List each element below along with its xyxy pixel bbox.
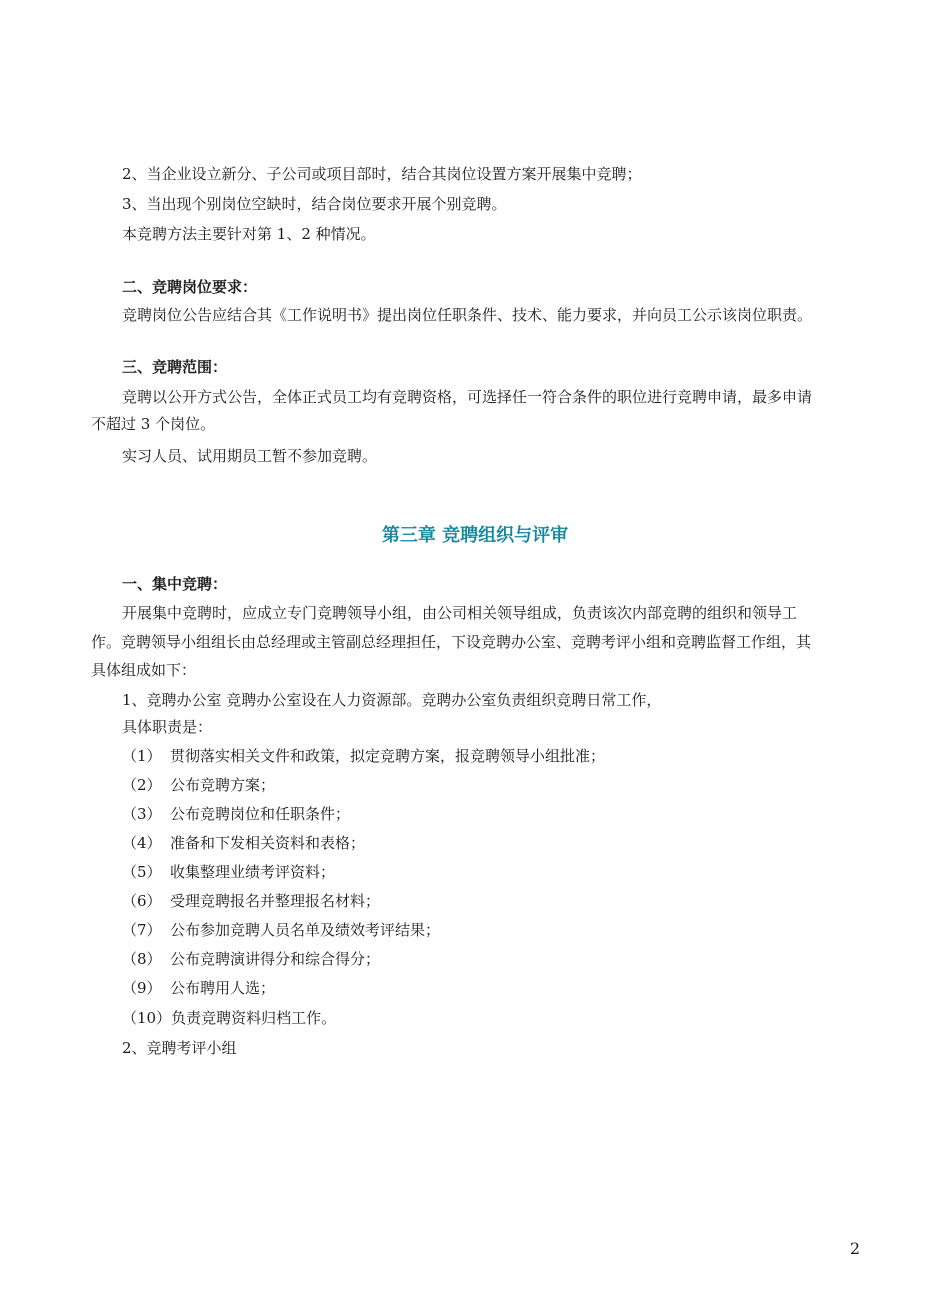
paragraph-centralized-line1: 开展集中竞聘时，应成立专门竞聘领导小组，由公司相关领导组成，负责该次内部竞聘的组织和领导工 xyxy=(122,604,798,622)
list-item-text: 公布竞聘演讲得分和综合得分； xyxy=(170,950,381,968)
list-item xyxy=(122,746,605,766)
paragraph-item-2: 2、当企业设立新分、子公司或项目部时，结合其岗位设置方案开展集中竞聘； xyxy=(122,165,642,183)
list-item-number: （9） xyxy=(122,979,162,997)
list-item-number: （7） xyxy=(122,921,162,939)
list-item-text: 公布竞聘方案； xyxy=(170,776,276,794)
list-item xyxy=(122,978,275,998)
list-item-number: （1） xyxy=(122,747,162,765)
chapter-title: 第三章 竞聘组织与评审 xyxy=(381,525,569,546)
list-item-text: 公布竞聘岗位和任职条件； xyxy=(170,805,351,823)
list-item-text: 公布参加竞聘人员名单及绩效考评结果； xyxy=(170,921,441,939)
office-line: 1、竞聘办公室 竞聘办公室设在人力资源部。竞聘办公室负责组织竞聘日常工作， xyxy=(122,691,662,709)
section-heading-requirements: 二、竞聘岗位要求： xyxy=(122,278,258,296)
list-item-text: 受理竞聘报名并整理报名材料； xyxy=(170,892,381,910)
list-item-text: 贯彻落实相关文件和政策，拟定竞聘方案，报竞聘领导小组批准； xyxy=(170,747,606,765)
paragraph-item-3: 3、当出现个别岗位空缺时，结合岗位要求开展个别竞聘。 xyxy=(122,195,507,213)
page-number: 2 xyxy=(849,1239,860,1258)
list-item xyxy=(122,833,365,853)
list-item xyxy=(122,775,275,795)
list-item-number: （8） xyxy=(122,950,162,968)
list-item-number: （5） xyxy=(122,863,162,881)
duties-intro: 具体职责是： xyxy=(122,718,213,736)
list-item xyxy=(122,1008,336,1028)
list-item-text: 收集整理业绩考评资料； xyxy=(170,863,336,881)
list-item xyxy=(122,891,380,911)
list-item xyxy=(122,949,380,969)
committee-line: 2、竞聘考评小组 xyxy=(122,1039,237,1057)
list-item-number: （3） xyxy=(122,805,162,823)
paragraph-requirements: 竞聘岗位公告应结合其《工作说明书》提出岗位任职条件、技术、能力要求，并向员工公示该岗位职责。 xyxy=(122,306,813,324)
list-item-number: （10） xyxy=(122,1009,172,1027)
list-item-number: （6） xyxy=(122,892,162,910)
section-heading-scope: 三、竞聘范围： xyxy=(122,358,228,376)
list-item-number: （2） xyxy=(122,776,162,794)
paragraph-scope-line1: 竞聘以公开方式公告，全体正式员工均有竞聘资格，可选择任一符合条件的职位进行竞聘申请，最多申请 xyxy=(122,388,813,406)
list-item-text: 公布聘用人选； xyxy=(170,979,276,997)
list-item xyxy=(122,804,350,824)
paragraph-centralized-line3: 具体组成如下： xyxy=(91,661,197,679)
list-item-text: 负责竞聘资料归档工作。 xyxy=(171,1009,337,1027)
paragraph-scope-note: 实习人员、试用期员工暂不参加竞聘。 xyxy=(122,447,378,465)
list-item xyxy=(122,862,335,882)
list-item xyxy=(122,920,440,940)
paragraph-scope-line2: 不超过 3 个岗位。 xyxy=(91,415,216,433)
paragraph-centralized-line2: 作。竞聘领导小组组长由总经理或主管副总经理担任，下设竞聘办公室、竞聘考评小组和竞聘监督工作组，其 xyxy=(91,633,812,651)
list-item-number: （4） xyxy=(122,834,162,852)
list-item-text: 准备和下发相关资料和表格； xyxy=(170,834,366,852)
paragraph-note: 本竞聘方法主要针对第 1、2 种情况。 xyxy=(122,225,376,243)
section-heading-centralized: 一、集中竞聘： xyxy=(122,575,228,593)
